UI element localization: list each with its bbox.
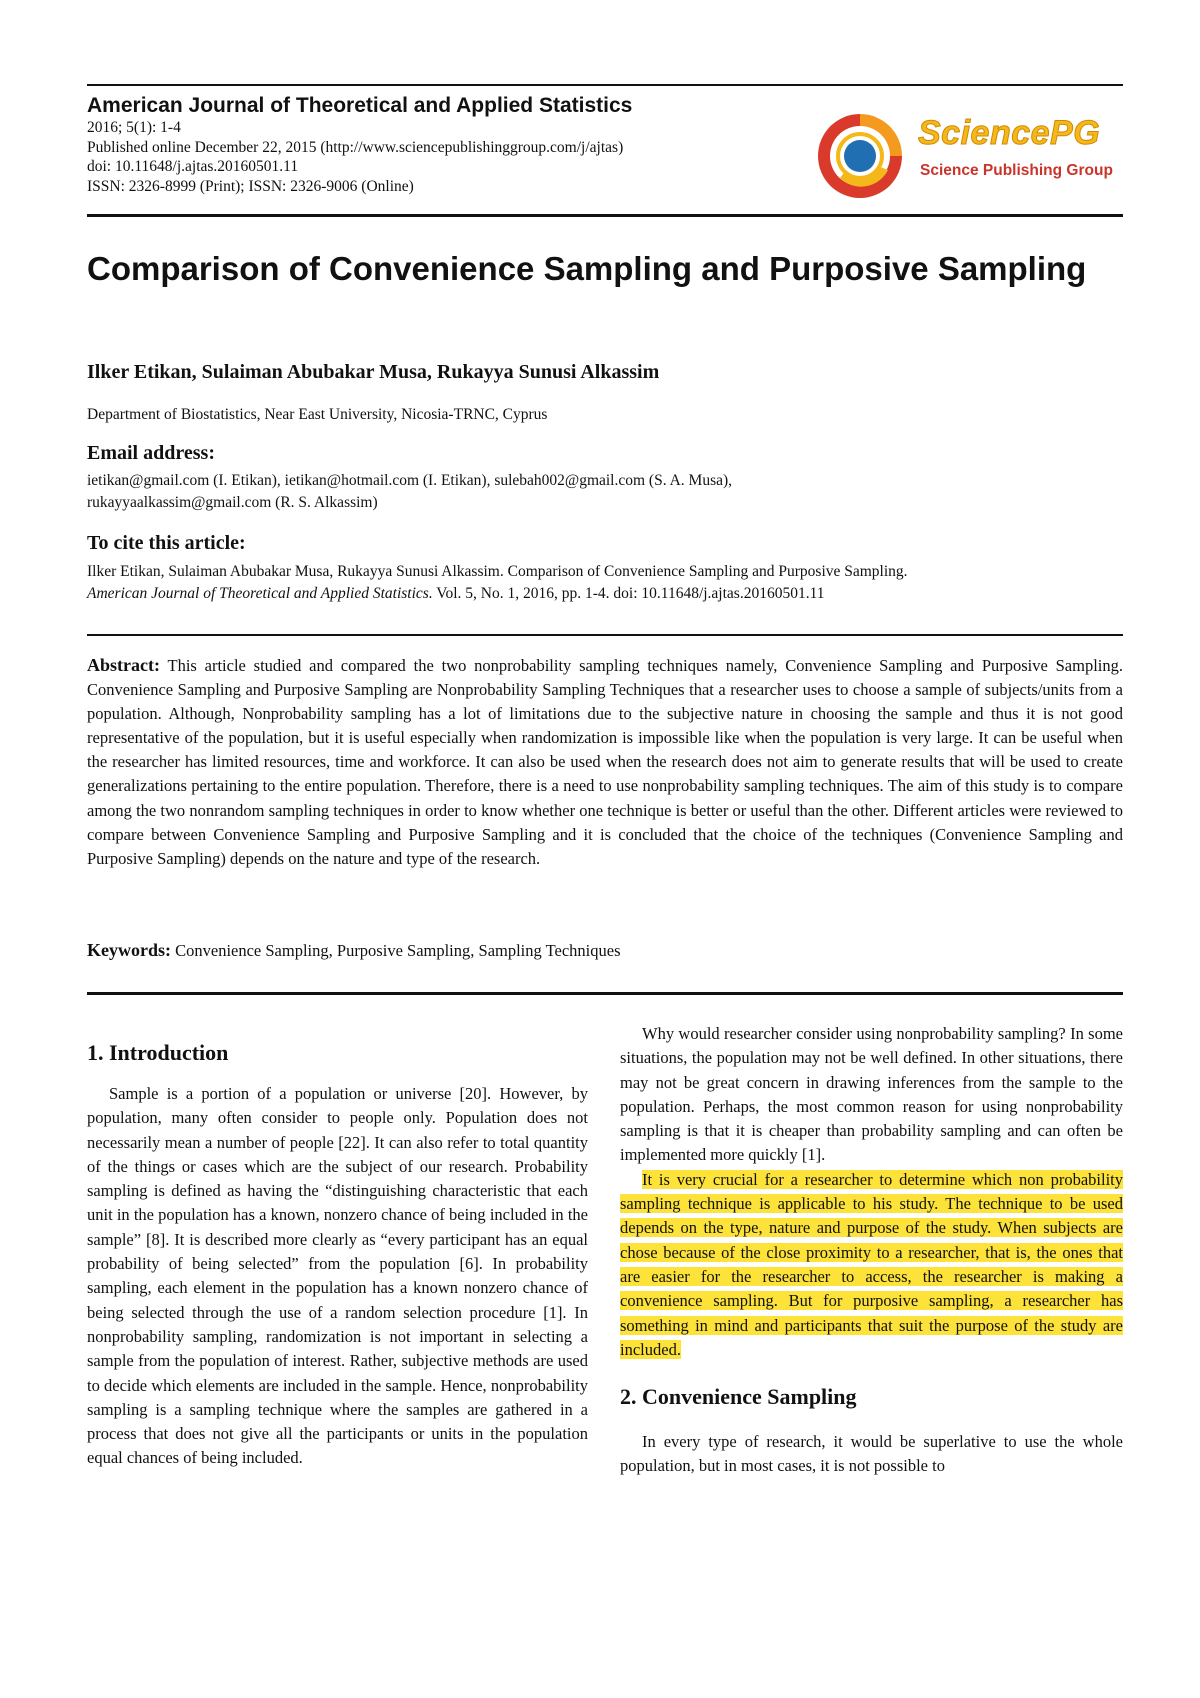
logo-wordmark: SciencePG (918, 114, 1101, 152)
citation-line-1: Ilker Etikan, Sulaiman Abubakar Musa, Rukayya Sunusi Alkassim. Comparison of Convenience Sampling and Purposive Sampling. (87, 563, 908, 580)
keywords-text: Convenience Sampling, Purposive Sampling, Sampling Techniques (175, 941, 621, 960)
email-list (87, 470, 1127, 514)
abstract-top-rule (87, 634, 1123, 636)
highlighted-text: It is very crucial for a researcher to determine which non probability sampling technique is applicable to his study. The technique to be used depends on the type, nature and purpose of the study. When subjects are chose because of the close proximity to a researcher, that is, the ones that are easier for the researcher to access, the researcher is making a convenience sampling. But for purposive sampling, a researcher has something in mind and participants that suit the purpose of the study are included. (620, 1169, 1123, 1359)
abstract-label: Abstract: (87, 655, 160, 675)
convenience-paragraph-1: In every type of research, it would be superlative to use the whole population, but in most cases, it is not possible to (620, 1432, 1123, 1476)
right-column (620, 1022, 1123, 1479)
abstract (87, 653, 1123, 871)
left-column (87, 1040, 588, 1471)
intro-paragraph-2: Why would researcher consider using nonprobability sampling? In some situations, the population may not be well defined. In other situations, there may not be great concern in drawing inferences from the sample to the population. Perhaps, the most common reason for using nonprobability sampling is that it is cheaper than probability sampling and can often be implemented more quickly [1]. (620, 1024, 1123, 1165)
journal-header (87, 94, 787, 196)
volume-line: 2016; 5(1): 1-4 (87, 119, 181, 136)
citation-line-2 (87, 583, 1127, 605)
affiliation: Department of Biostatistics, Near East University, Nicosia-TRNC, Cyprus (87, 406, 548, 423)
header-rule (87, 214, 1123, 217)
article-title: Comparison of Convenience Sampling and Purposive Sampling (87, 250, 1087, 287)
published-line: Published online December 22, 2015 (http://www.sciencepublishinggroup.com/j/ajtas) (87, 138, 624, 156)
citation-journal: American Journal of Theoretical and Applied Statistics. (87, 585, 433, 602)
journal-name: American Journal of Theoretical and Applied Statistics (87, 94, 633, 117)
email-line-2: rukayyaalkassim@gmail.com (R. S. Alkassim) (87, 494, 378, 511)
introduction-heading: 1. Introduction (87, 1040, 229, 1065)
abstract-text: This article studied and compared the two nonprobability sampling techniques namely, Convenience Sampling and Purposive Sampling. Convenience Sampling and Purposive Sampling are Nonprobability Sampling Techniques that a researcher uses to choose a sample of subjects/units from a population. Although, Nonprobability sampling has a lot of limitations due to the subjective nature in choosing the sample and thus it is not good representative of the population, but it is useful especially when randomization is impossible like when the population is very large. It can be useful when the researcher has limited resources, time and workforce. It can also be used when the research does not aim to generate results that will be used to create generalizations pertaining to the entire population. Therefore, there is a need to use nonprobability sampling techniques. The aim of this study is to compare among the two nonrandom sampling techniques in order to know whether one technique is better or useful than the other. Different articles were reviewed to compare between Convenience Sampling and Purposive Sampling and it is concluded that the choice of the techniques (Convenience Sampling and Purposive Sampling) depends on the nature and type of the research. (87, 656, 1123, 868)
convenience-heading: 2. Convenience Sampling (620, 1384, 857, 1410)
body-top-rule (87, 992, 1123, 995)
citation-details: Vol. 5, No. 1, 2016, pp. 1-4. doi: 10.11648/j.ajtas.20160501.11 (432, 585, 825, 602)
keywords (87, 938, 1123, 963)
logo-subtitle: Science Publishing Group (920, 162, 1113, 179)
cite-label: To cite this article: (87, 532, 246, 554)
intro-paragraph-3 (620, 1168, 1123, 1362)
top-rule (87, 84, 1123, 86)
publisher-logo (810, 108, 1130, 204)
email-line-1: ietikan@gmail.com (I. Etikan), ietikan@hotmail.com (I. Etikan), sulebah002@gmail.com (S. A. Musa), (87, 472, 733, 489)
authors: Ilker Etikan, Sulaiman Abubakar Musa, Rukayya Sunusi Alkassim (87, 361, 660, 383)
sciencepg-emblem-icon (810, 108, 910, 204)
email-label: Email address: (87, 442, 215, 464)
doi-line: doi: 10.11648/j.ajtas.20160501.11 (87, 158, 299, 175)
citation (87, 561, 1127, 605)
intro-paragraph-1: Sample is a portion of a population or universe [20]. However, by population, many often consider to people only. Population does not necessarily mean a number of people [22]. It can also refer to total quantity of the things or cases which are the subject of our research. Probability sampling is defined as having the “distinguishing characteristic that each unit in the population has a known, nonzero chance of being included in the sample” [8]. It is described more clearly as “every participant has an equal probability of being selected” from the population [6]. In probability sampling, each element in the population has a known nonzero chance of being selected through the use of a random selection procedure [1]. In nonprobability sampling, randomization is not important in selecting a sample from the population of interest. Rather, subjective methods are used to decide which elements are included in the sample. Hence, nonprobability sampling is a sampling technique where the samples are gathered in a process that does not give all the participants or units in the population equal chances of being included. (87, 1084, 588, 1468)
issn-line: ISSN: 2326-8999 (Print); ISSN: 2326-9006 (Online) (87, 177, 414, 195)
keywords-label: Keywords: (87, 940, 171, 960)
